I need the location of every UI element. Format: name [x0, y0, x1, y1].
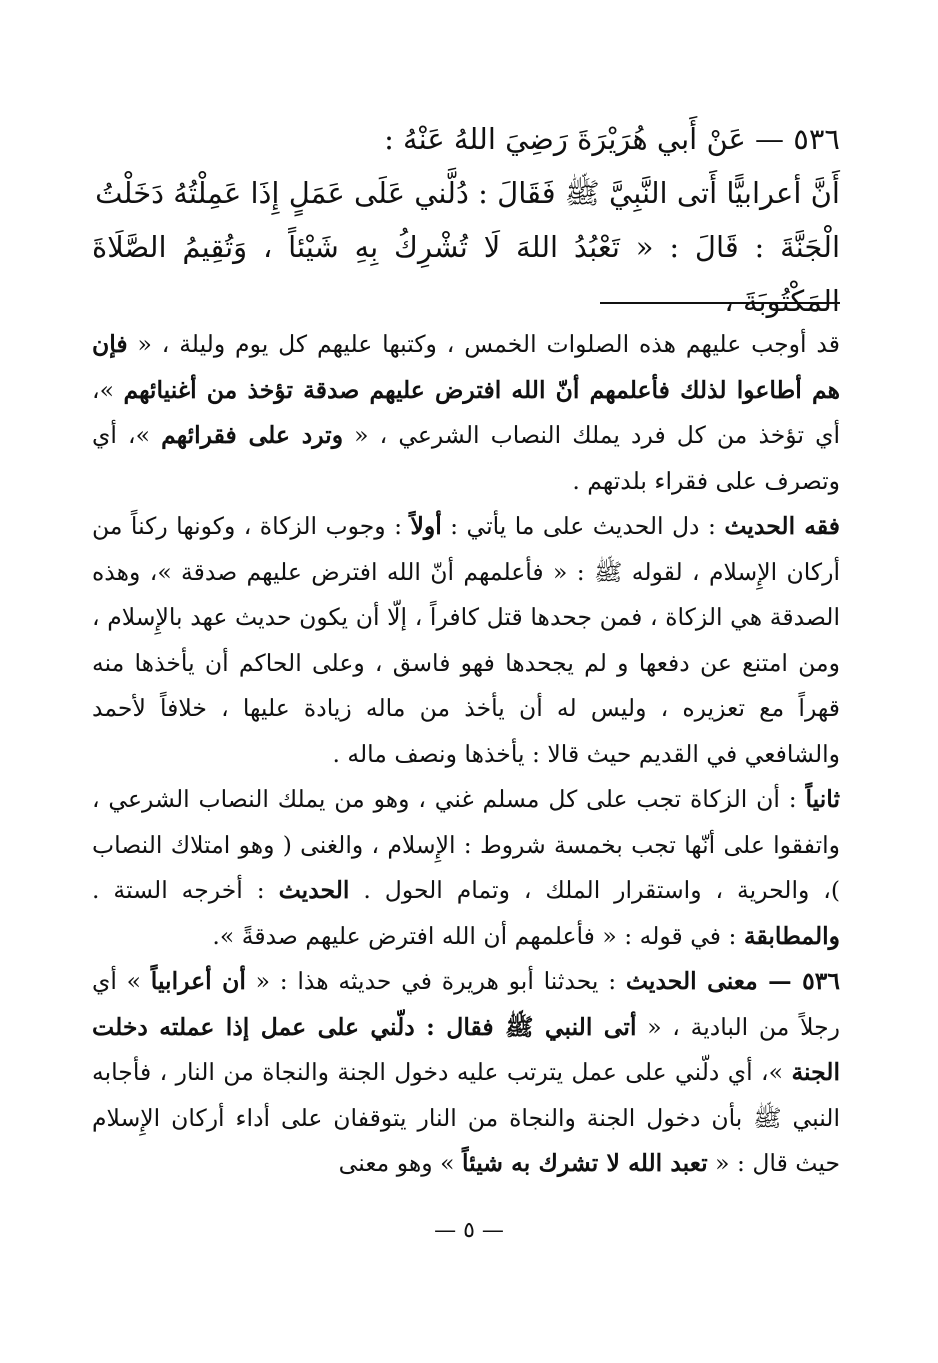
- section-heading: فقه الحديث: [724, 512, 840, 540]
- commentary-text: [92, 322, 840, 1187]
- second-point-paragraph: ثانياً : أن الزكاة تجب على كل مسلم غني ، وهو من يملك النصاب الشرعي ، واتفقوا على أنّها تجب بخمسة شروط : الإِسلام ، والغنى ( وهو امتلاك النصاب )، والحرية ، واستقرار الملك ، وتمام الحول . الحديث : أخرجه الستة . والمطابقة : في قوله : « فأعلمهم أن الله افترض عليهم صدقةً ».: [92, 785, 840, 950]
- footnote-divider: [600, 302, 840, 304]
- hadith-line: أَنَّ أعرابيًّا أَتى النَّبِيَّ ﷺ فَقَالَ : دُلَّني عَلَى عَمَلٍ إِذَا عَمِلْتُهُ دَخَلْتُ: [95, 176, 840, 210]
- meaning-paragraph: ٥٣٦ — معنى الحديث : يحدثنا أبو هريرة في حديثه هذا : « أن أعرابياً » أي رجلاً من البادية ، « أتى النبي ﷺ فقال : دلّني على عمل إذا عملته دخلت الجنة »، أي دلّني على عمل يترتب عليه دخول الجنة والنجاة من النار ، فأجابه النبي ﷺ بأن دخول الجنة والنجاة من النار يتوقفان على أداء أركان الإِسلام حيث قال : « تعبد الله لا تشرك به شيئاً » وهو معنى: [92, 967, 840, 1177]
- section-heading: ٥٣٦ — معنى الحديث: [625, 967, 840, 995]
- hadith-line: ٥٣٦ — عَنْ أَبي هُرَيْرَةَ رَضِيَ اللهُ عَنْهُ :: [384, 122, 840, 156]
- hadith-text: [92, 112, 840, 328]
- fiqh-paragraph: فقه الحديث : دل الحديث على ما يأتي : أولاً : وجوب الزكاة ، وكونها ركناً من أركان الإِسلام ، لقوله ﷺ : « فأعلمهم أنّ الله افترض عليهم صدقة »، وهذه الصدقة هي الزكاة ، فمن جحدها قتل كافراً ، إلّا أن يكون حديث عهد بالإِسلام ، ومن امتنع عن دفعها و لم يجحدها فهو فاسق ، وعلى الحاكم أن يأخذها منه قهراً مع تعزيره ، وليس له أن يأخذ من ماله زيادة عليها ، خلافاً لأحمد والشافعي في القديم حيث قالا : يأخذها ونصف ماله .: [92, 512, 840, 768]
- commentary-paragraph: قد أوجب عليهم هذه الصلوات الخمس ، وكتبها عليهم كل يوم وليلة ، « فإن هم أطاعوا لذلك فأعلمهم أنّ الله افترض عليهم صدقة تؤخذ من أغنيائهم »، أي تؤخذ من كل فرد يملك النصاب الشرعي ، « وترد على فقرائهم »، أي وتصرف على فقراء بلدتهم .: [92, 330, 841, 495]
- page-number: — ٥ —: [434, 1218, 504, 1243]
- hadith-line: الْجَنَّةَ : قَالَ : « تَعْبُدُ اللهَ لَا تُشْرِكُ بِهِ شَيْئاً ، وَتُقِيمُ الصَّلَاةَ المَكْتُوبَةَ ،: [92, 230, 840, 318]
